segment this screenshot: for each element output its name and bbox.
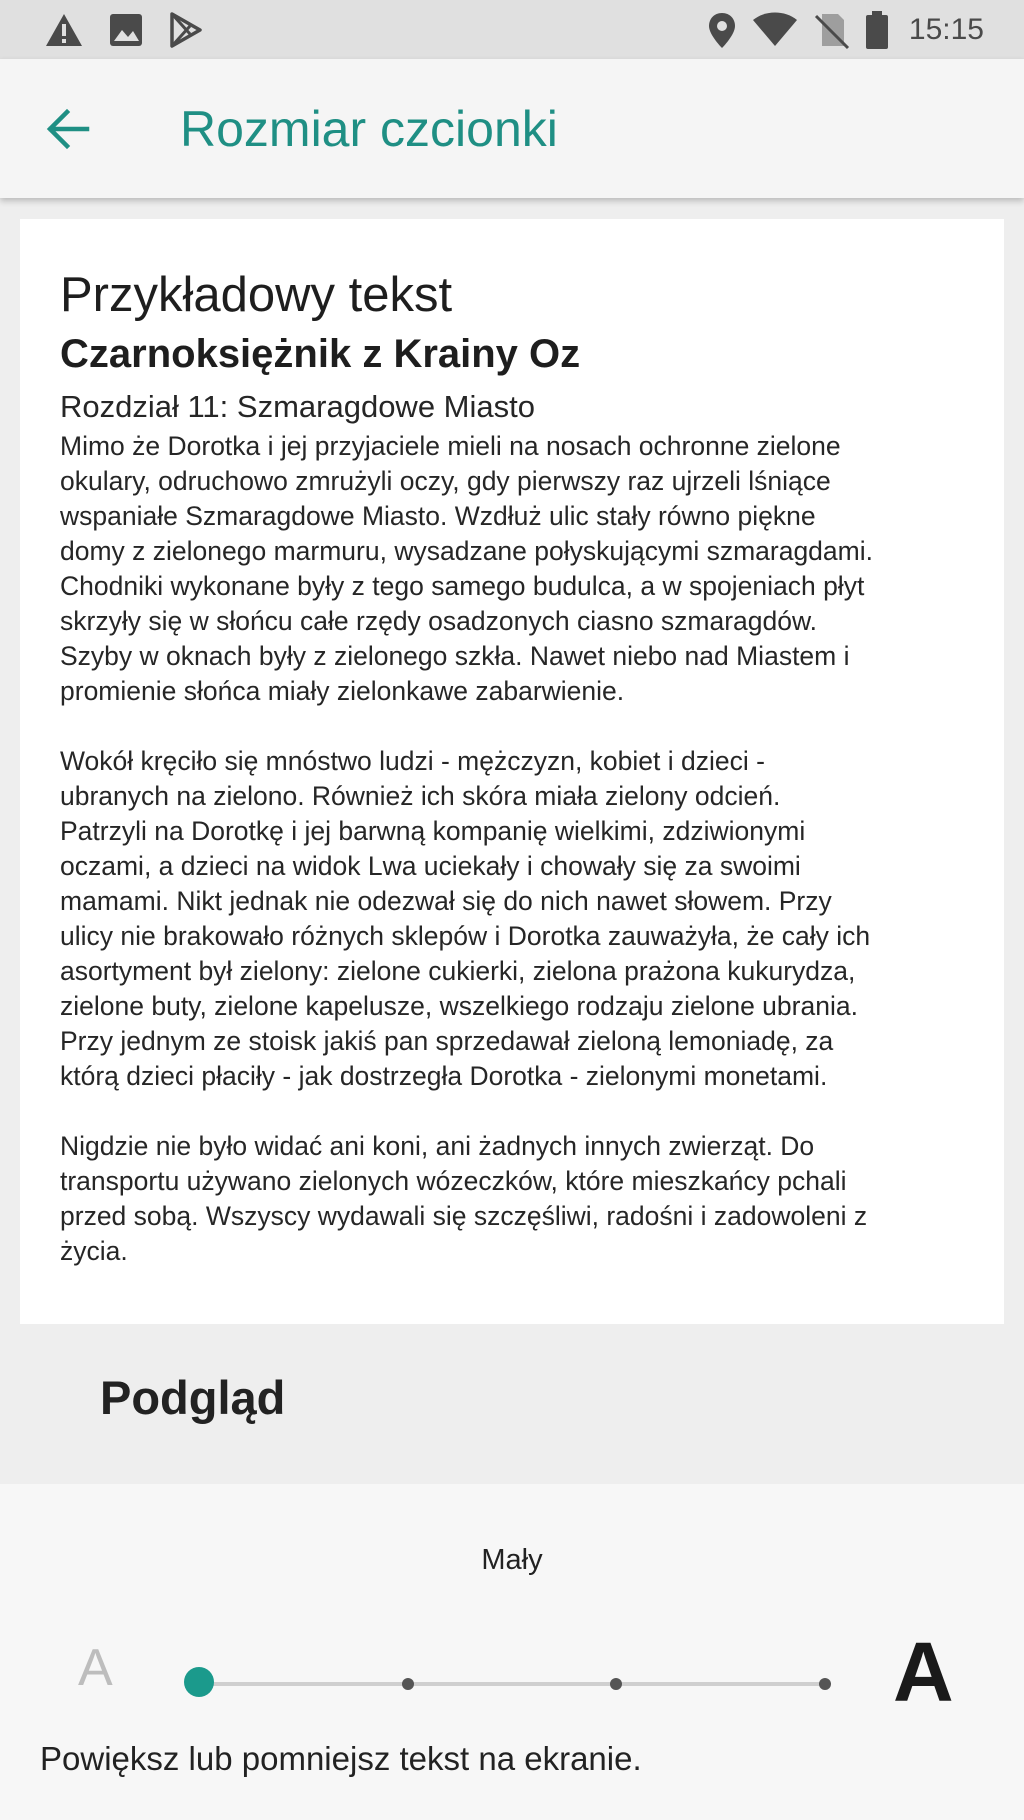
slider-tick[interactable] xyxy=(819,1678,831,1690)
slider-tick[interactable] xyxy=(610,1678,622,1690)
current-size-label: Mały xyxy=(481,1544,543,1576)
slider-track[interactable] xyxy=(199,1682,825,1686)
status-time: 15:15 xyxy=(908,13,984,46)
app-bar xyxy=(0,59,1024,198)
arrow-back-icon xyxy=(45,106,91,152)
back-button[interactable] xyxy=(36,97,100,161)
page-title: Rozmiar czcionki xyxy=(180,101,558,157)
sample-paragraph: Nigdzie nie było widać ani koni, ani żadnych innych zwierząt. Do transportu używano zielonych wózeczków, które mieszkańcy pchali przed sobą. Wszyscy wydawali się szczęśliwi, radośni i zadowoleni z życia. xyxy=(60,1131,868,1266)
location-icon xyxy=(702,10,742,50)
sample-paragraph: Wokół kręciło się mnóstwo ludzi - mężczyzn, kobiet i dzieci - ubranych na zielono. Również ich skóra miała zielony odcień. Patrzyli na Dorotkę i jej barwną kompanię wielkimi, zdziwionymi oczami, a dzieci na widok Lwa uciekały i chowały się za swoimi mamami. Nikt jednak nie odezwał się do nich nawet słowem. Przy ulicy nie brakowało różnych sklepów i Dorotka zauważyła, że cały ich asortyment był zielony: zielone cukierki, zielona prażona kukurydza, zielone buty, zielone kapelusze, wszelkiego rodzaju zielone ubrania. Przy jednym ze stoisk jakiś pan sprzedawał zieloną lemoniadę, za którą dzieci płaciły - jak dostrzegła Dorotka - zielonymi monetami. xyxy=(60,746,871,1091)
preview-label: Podgląd xyxy=(100,1371,286,1424)
font-size-slider[interactable] xyxy=(199,1674,825,1694)
sample-text-card xyxy=(20,219,1004,1324)
sample-paragraph: Mimo że Dorotka i jej przyjaciele mieli na nosach ochronne zielone okulary, odruchowo zmrużyli oczy, gdy pierwszy raz ujrzeli lśniące wspaniałe Szmaragdowe Miasto. Wzdłuż ulic stały równo piękne domy z zielonego marmuru, wysadzane połyskującymi szmaragdami. Chodniki wykonane były z tego samego budulca, a w spojeniach płyt skrzyły się w słońcu całe rzędy osadzonych ciasno szmaragdów. Szyby w oknach były z zielonego szkła. Nawet niebo nad Miastem i promienie słońca miały zielonkawe zabarwienie. xyxy=(60,431,873,706)
large-text-icon: A xyxy=(893,1625,954,1719)
battery-icon xyxy=(862,10,892,50)
book-title: Czarnoksiężnik z Krainy Oz xyxy=(60,332,581,376)
image-icon xyxy=(106,10,146,50)
sample-heading: Przykładowy tekst xyxy=(60,268,453,322)
font-size-hint: Powiększ lub pomniejsz tekst na ekranie. xyxy=(40,1740,642,1777)
slider-thumb[interactable] xyxy=(184,1667,214,1697)
no-sim-icon xyxy=(812,10,852,50)
play-store-icon xyxy=(166,10,206,50)
wifi-icon xyxy=(752,10,798,50)
slider-tick[interactable] xyxy=(402,1678,414,1690)
chapter-title: Rozdział 11: Szmaragdowe Miasto xyxy=(60,389,535,424)
warning-icon xyxy=(44,10,84,50)
small-text-icon: A xyxy=(78,1639,113,1697)
status-bar xyxy=(0,0,1024,59)
